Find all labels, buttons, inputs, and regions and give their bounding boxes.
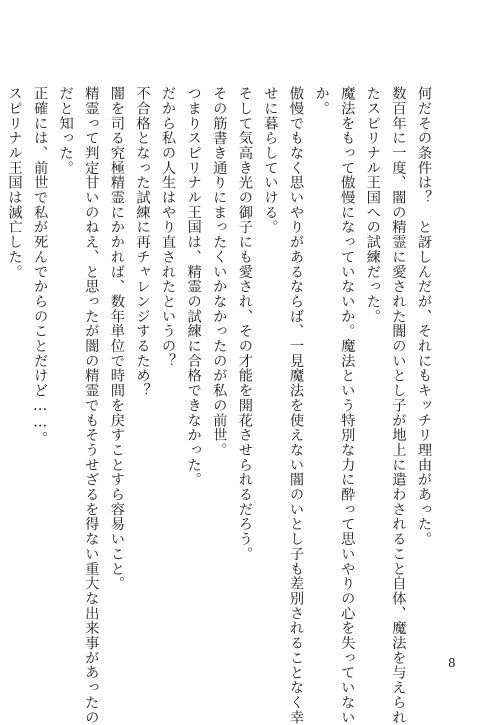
text-line: そして気高き光の御子にも愛され、その才能を開花させられるだろう。 — [236, 86, 253, 562]
text-line: 闇を司る究極精霊にかかれば、数年単位で時間を戻すことすら容易いこと。 — [108, 86, 125, 591]
text-line: 魔法をもって傲慢になっていないか。魔法という特別な力に酔って思いやりの心を失っていない — [339, 86, 356, 725]
text-line: スピリナル王国は滅亡した。 — [6, 86, 23, 280]
text-line: せに暮らしていける。 — [262, 86, 279, 235]
text-line: 数百年に一度、闇の精霊に愛された闇のいとし子が地上に遣わされること自体、魔法を与えられ — [390, 86, 407, 725]
text-line: か。 — [313, 86, 330, 116]
text-line: だと知った。 — [57, 86, 74, 176]
text-line: 傲慢でもなく思いやりがあるならば、一見魔法を使えない闇のいとし子も差別されることなく幸 — [288, 86, 305, 725]
text-line: たスピリナル王国への試練だった。 — [364, 86, 381, 324]
text-line: 何だその条件は？ と訝しんだが、それにもキッチリ理由があった。 — [416, 86, 432, 547]
text-line: 不合格となった試練に再チャレンジするため？ — [134, 86, 151, 398]
text-line: その筋書き通りにまったくいかなかったのが私の前世。 — [211, 86, 228, 458]
text-line: 正確には、前世で私が死んでからのことだけど……。 — [32, 86, 49, 446]
text-line: つまりスピリナル王国は、精霊の試練に合格できなかった。 — [185, 86, 202, 487]
vertical-text-body — [1, 86, 436, 725]
text-line: だから私の人生はやり直されたというの？ — [160, 86, 177, 369]
page-number: 8 — [448, 656, 456, 670]
text-line: 精霊って判定甘いのねえ、と思ったが闇の精霊でもそうせざるを得ない重大な出来事があったの — [83, 86, 100, 725]
